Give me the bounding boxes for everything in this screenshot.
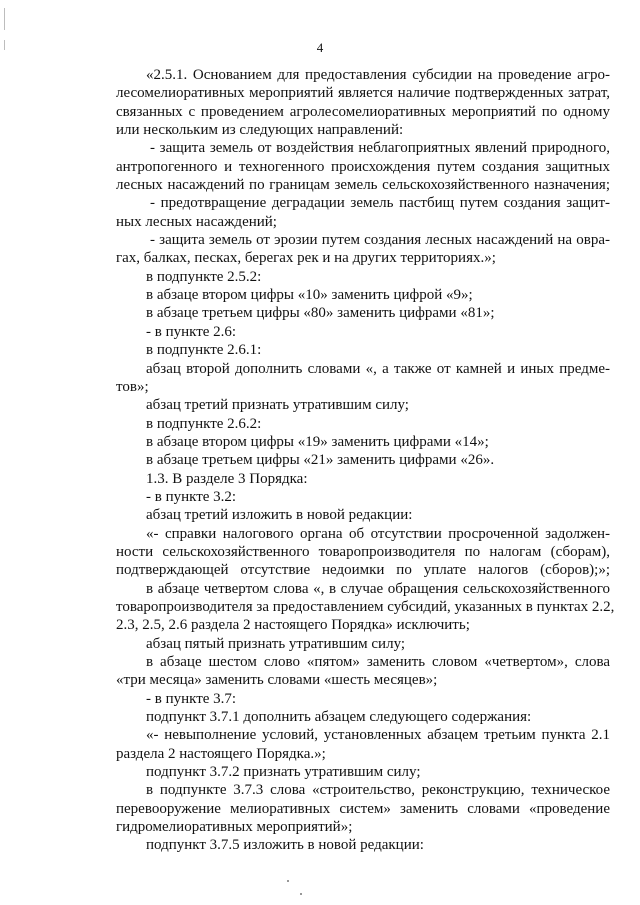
text-line: - защита земель от эрозии путем создания лесных насаждений на овра- [150,232,610,249]
text-line: в подпункте 3.7.3 слова «строительство, реконструкцию, техническое [146,782,610,799]
text-line: абзац третий признать утратившим силу; [146,397,409,414]
text-line: в подпункте 2.5.2: [146,268,262,285]
text-line: в абзаце третьем цифры «21» заменить цифрами «26». [146,452,495,469]
text-line: подпункт 3.7.5 изложить в новой редакции: [146,837,424,854]
text-line: в абзаце шестом слово «пятом» заменить словом «четвертом», слова [146,654,610,670]
text-line: подтверждающей отсутствие недоимки по уплате налогов (сборов);»; [116,562,610,579]
text-line: «- невыполнение условий, установленных абзацем третьим пункта 2.1 [146,727,610,744]
text-line: в подпункте 2.6.1: [146,342,262,359]
text-line: в абзаце четвертом слова «, в случае обращения сельскохозяйственного [146,580,610,597]
text-line: подпункт 3.7.1 дополнить абзацем следующего содержания: [146,709,532,726]
text-line: лесных насаждений по границам земель сельскохозяйственного назначения; [116,177,610,194]
page-number: 4 [316,40,324,55]
text-line: «2.5.1. Основанием для предоставления субсидии на проведение агро- [146,67,610,83]
text-line: гидромелиоративных мероприятий»; [116,819,353,836]
text-line: в подпункте 2.6.2: [146,415,262,432]
text-line: подпункт 3.7.2 признать утратившим силу; [146,764,421,781]
text-line: антропогенного и техногенного происхождения путем создания защитных [116,158,610,175]
text-line: - защита земель от воздействия неблагоприятных явлений природного, [150,140,610,157]
text-line: «три месяца» заменить словами «шесть месяцев»; [116,672,438,689]
text-line: в абзаце втором цифры «10» заменить цифрой «9»; [146,287,473,304]
text-line: ности сельскохозяйственного товаропроизводителя по налогам (сборам), [116,543,610,560]
scan-speck [300,893,302,895]
text-line: абзац второй дополнить словами «, а также от камней и иных предме- [146,360,610,377]
text-line: - в пункте 3.2: [146,488,237,505]
text-line: перевооружение мелиоративных систем» заменить словами «проведение [116,800,610,817]
text-line: ных лесных насаждений; [116,213,277,230]
text-line: - в пункте 3.7: [146,690,237,707]
text-line: «- справки налогового органа об отсутствии просроченной задолжен- [146,525,610,542]
text-line: абзац пятый признать утратившим силу; [146,635,406,652]
text-line: в абзаце втором цифры «19» заменить цифрами «14»; [146,433,489,450]
document-body [116,66,615,855]
text-line: 1.3. В разделе 3 Порядка: [146,470,308,487]
text-line: или нескольким из следующих направлений: [116,122,404,139]
text-line: раздела 2 настоящего Порядка.»; [116,745,326,762]
text-line: - в пункте 2.6: [146,323,237,340]
text-line: товаропроизводителя за предоставлением субсидий, указанных в пунктах 2.2, [116,598,615,615]
text-line: абзац третий изложить в новой редакции: [146,507,413,524]
text-line: гах, балках, песках, берегах рек и на других территориях.»; [116,250,496,267]
text-line: связанных с проведением агролесомелиоративных мероприятий по одному [116,103,610,120]
scan-speck [287,880,289,882]
text-line: лесомелиоративных мероприятий является наличие подтвержденных затрат, [116,85,610,102]
scan-edge-mark [4,8,5,30]
text-line: тов»; [116,378,149,395]
text-line: 2.3, 2.5, 2.6 раздела 2 настоящего Порядка» исключить; [116,617,470,634]
text-line: - предотвращение деградации земель пастбищ путем создания защит- [150,195,610,212]
text-line: в абзаце третьем цифры «80» заменить цифрами «81»; [146,305,495,322]
